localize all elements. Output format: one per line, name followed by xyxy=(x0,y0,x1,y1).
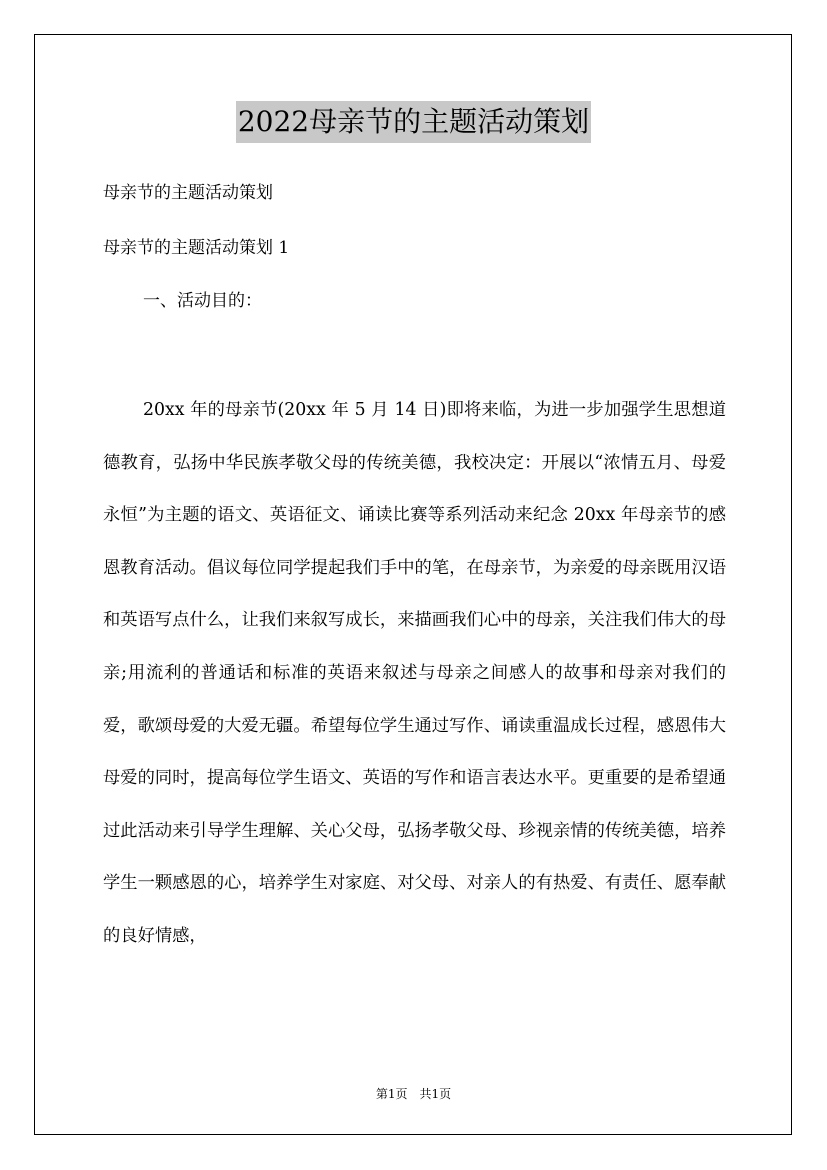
body-paragraph: 20xx 年的母亲节(20xx 年 5 月 14 日)即将来临，为进一步加强学生思想道德教育，弘扬中华民族孝敬父母的传统美德，我校决定：开展以“浓情五月、母爱永恒”为主题的语文、英语征文、诵读比赛等系列活动来纪念 20xx 年母亲节的感恩教育活动。倡议每位同学提起我们手中的笔，在母亲节，为亲爱的母亲既用汉语和英语写点什么，让我们来叙写成长，来描画我们心中的母亲，关注我们伟大的母亲;用流利的普通话和标准的英语来叙述与母亲之间感人的故事和母亲对我们的爱，歌颂母爱的大爱无疆。希望每位学生通过写作、诵读重温成长过程，感恩伟大母爱的同时，提高每位学生语文、英语的写作和语言表达水平。更重要的是希望通过此活动来引导学生理解、关心父母，弘扬孝敬父母、珍视亲情的传统美德，培养学生一颗感恩的心，培养学生对家庭、对父母、对亲人的有热爱、有责任、愿奉献的良好情感， xyxy=(103,400,726,946)
section-title: 母亲节的主题活动策划 1 xyxy=(103,238,290,258)
document-subtitle: 母亲节的主题活动策划 xyxy=(103,183,273,203)
document-title-wrapper xyxy=(0,101,827,143)
document-title: 2022母亲节的主题活动策划 xyxy=(236,101,591,143)
heading-purpose: 一、活动目的： xyxy=(143,291,262,311)
page-footer: 第1页 共1页 xyxy=(375,1087,452,1101)
